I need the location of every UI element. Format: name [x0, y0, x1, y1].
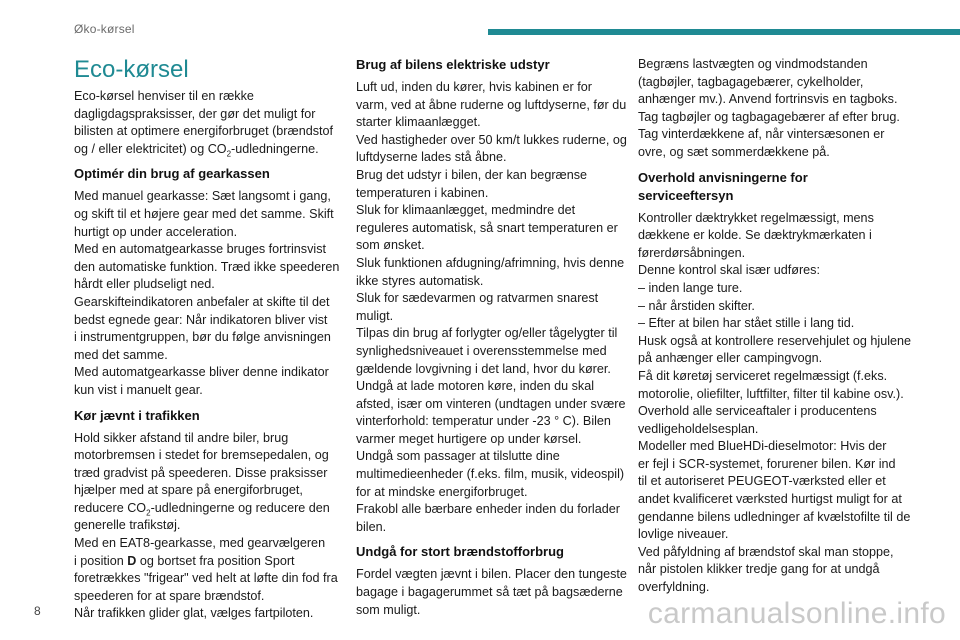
text-line: til et autoriseret PEUGEOT-værksted eller et: [638, 474, 886, 489]
text-span: -udledningerne.: [231, 141, 319, 156]
list-item: – inden lange ture.: [638, 280, 743, 295]
text-line: Tag tagbøjler og tagbagagebærer af efter brug.: [638, 109, 900, 124]
text-line: [74, 553, 336, 571]
text-line: hjælper med at spare på energiforbruget,: [74, 483, 303, 498]
text-line: på anhænger eller campingvogn.: [638, 351, 823, 366]
text-line: bilen.: [356, 519, 387, 534]
text-line: Undgå som passager at tilslutte dine: [356, 449, 560, 464]
text-line: [74, 500, 336, 518]
text-line: reguleres automatisk, så snart temperaturen er: [356, 220, 618, 235]
text-line: bedst egnede gear: Når indikatoren bliver vist: [74, 312, 328, 327]
text-line: varm, ved at åbne ruderne og luftdyserne, før du: [356, 97, 627, 112]
service-paragraph: [638, 210, 912, 597]
text-line: generelle trafikstøj.: [74, 518, 181, 533]
text-line: og skift til et højere gear med det samme. Skift: [74, 206, 334, 221]
text-line: Med automatgearkasse bliver denne indikator: [74, 365, 329, 380]
text-line: starter klimaanlægget.: [356, 115, 481, 130]
text-line: synlighedsniveauet i overensstemmelse med: [356, 343, 607, 358]
text-line: for at mindske energiforbruget.: [356, 484, 528, 499]
text-line: temperaturen i kabinen.: [356, 185, 489, 200]
text-line: Eco-kørsel henviser til en række: [74, 89, 254, 103]
text-line: Hold sikker afstand til andre biler, brug: [74, 430, 289, 445]
bold-text: D: [127, 553, 137, 568]
subscript: 2: [146, 508, 151, 518]
heading-service: [638, 169, 908, 205]
text-line: overfyldning.: [638, 580, 710, 595]
text-line: Modeller med BlueHDi-dieselmotor: Hvis der: [638, 439, 887, 454]
text-line: hårdt eller pludseligt ned.: [74, 277, 215, 292]
text-line: Brug det udstyr i bilen, der kan begrænse: [356, 167, 588, 182]
text-line: (tagbøjler, tagbagagebærer, cykelholder,: [638, 74, 864, 89]
text-line: ovre, og sæt sommerdækkene på.: [638, 144, 830, 159]
text-span: reducere CO: [74, 500, 147, 515]
column-2: [356, 56, 627, 619]
text-line: andet kvalificeret værksted hurtigst muligt for at: [638, 492, 902, 507]
text-line: gendanne bilens udledninger af kvælstofilte til de: [638, 509, 911, 524]
text-line: Frakobl alle bærbare enheder inden du forlader: [356, 502, 620, 517]
text-line: bilisten at optimere energiforbruget (brændstof: [74, 124, 334, 139]
list-item: – Efter at bilen har stået stille i lang tid.: [638, 316, 855, 331]
text-span: i position: [74, 553, 128, 568]
text-line: multimedieenheder (f.eks. film, musik, videospil): [356, 467, 625, 482]
text-line: Sluk for klimaanlægget, medmindre det: [356, 203, 576, 218]
column-1: [74, 56, 340, 623]
text-line: motorolie, oliefilter, luftfilter, filter til kabine osv.).: [638, 386, 904, 401]
heading-smooth-driving: Kør jævnt i trafikken: [74, 407, 200, 423]
watermark: carmanualsonline.info: [647, 597, 946, 630]
text-line: Sluk for sædevarmen og ratvarmen snarest: [356, 291, 599, 306]
text-line: muligt.: [356, 308, 394, 323]
subscript: 2: [226, 149, 232, 159]
heading-electrical-equipment: Brug af bilens elektriske udstyr: [356, 57, 550, 72]
text-line: Denne kontrol skal især udføres:: [638, 263, 820, 278]
text-line: når pistolen klikker tredje gang for at undgå: [638, 562, 880, 577]
text-span: -udledningerne og reducere den: [150, 500, 330, 515]
text-line: Fordel vægten jævnt i bilen. Placer den tungeste: [356, 567, 627, 582]
load-limit-paragraph: [638, 56, 908, 162]
text-line: dækkene er kolde. Se dæktrykmærkaten i: [638, 228, 872, 243]
text-line: kun vist i manuelt gear.: [74, 382, 203, 397]
text-line: som ønsket.: [356, 238, 425, 253]
intro-paragraph: [74, 88, 336, 158]
text-line: motorbremsen i stedet for bremsepedalen, og: [74, 448, 329, 463]
smooth-driving-paragraph: [74, 430, 336, 624]
text-line: Overhold alle serviceaftaler i producentens: [638, 404, 877, 419]
text-line: foretrækkes "frigear" ved helt at løfte din fod fra: [74, 571, 338, 586]
text-line: [74, 141, 336, 159]
text-line: Begræns lastvægten og vindmodstanden: [638, 57, 868, 71]
page-title: Eco-kørsel: [74, 56, 189, 83]
text-line: speederen for at spare brændstof.: [74, 588, 265, 603]
text-line: træd gradvist på speederen. Disse praksisser: [74, 465, 328, 480]
text-line: førerdørsåbningen.: [638, 245, 746, 260]
text-line: gældende lovgivning i det land, hvor du kører.: [356, 361, 611, 376]
page-number: 8: [34, 604, 41, 618]
text-line: er fejl i SCR-systemet, forurener bilen. Kør ind: [638, 456, 896, 471]
heading-fuel-consumption: Undgå for stort brændstofforbrug: [356, 544, 564, 560]
text-line: varmer meget hurtigere op under kørsel.: [356, 431, 582, 446]
text-line: vinterforhold: temperatur under -23 ° C). Bilen: [356, 414, 611, 429]
text-line: Tag vinterdækkene af, når vintersæsonen er: [638, 127, 885, 142]
text-line: Tilpas din brug af forlygter og/eller tågelygter til: [356, 326, 618, 341]
gearbox-paragraph: [74, 188, 340, 399]
text-line: Med manuel gearkasse: Sæt langsomt i gang,: [74, 189, 331, 204]
text-line: bagage i bagagerummet så tæt på bagsæderne: [356, 585, 623, 600]
text-line: luftdyserne lades stå åbne.: [356, 150, 507, 165]
text-line: i instrumentgruppen, bør du følge anvisningen: [74, 330, 331, 345]
text-line: Kontroller dæktrykket regelmæssigt, mens: [638, 210, 874, 225]
heading-line: serviceeftersyn: [638, 187, 734, 203]
text-span: og / eller elektricitet) og CO: [74, 141, 227, 156]
heading-gearbox: Optimér din brug af gearkassen: [74, 166, 270, 182]
section-header: Øko-kørsel: [74, 22, 135, 36]
text-line: Gearskifteindikatoren anbefaler at skifte til det: [74, 294, 330, 309]
text-line: hurtigt op under acceleration.: [74, 224, 238, 239]
electrical-paragraph: [356, 79, 627, 536]
header-accent-bar: [488, 29, 960, 35]
list-item: – når årstiden skifter.: [638, 298, 755, 313]
text-line: den automatiske funktion. Træd ikke speederen: [74, 259, 340, 274]
text-line: lovlige niveauer.: [638, 527, 729, 542]
text-line: Med en EAT8-gearkasse, med gearvælgeren: [74, 536, 326, 551]
fuel-paragraph: [356, 566, 627, 619]
text-line: Med en automatgearkasse bruges fortrinsvist: [74, 242, 326, 257]
text-line: med det samme.: [74, 347, 168, 362]
text-line: vedligeholdelsesplan.: [638, 421, 759, 436]
text-line: Få dit køretøj serviceret regelmæssigt (f.eks.: [638, 368, 888, 383]
heading-line: Overhold anvisningerne for: [638, 169, 808, 185]
text-line: Ved påfyldning af brændstof skal man stoppe,: [638, 544, 894, 559]
text-line: Sluk funktionen afdugning/afrimning, hvis denne: [356, 255, 625, 270]
text-line: Undgå at lade motoren køre, inden du skal: [356, 379, 595, 394]
text-line: ikke styres automatisk.: [356, 273, 484, 288]
column-3: [638, 56, 912, 597]
text-line: afsted, især om vinteren (undtagen under svære: [356, 396, 626, 411]
text-line: Luft ud, inden du kører, hvis kabinen er for: [356, 80, 592, 94]
text-line: anhænger mv.). Anvend fortrinsvis en tagboks.: [638, 92, 898, 107]
text-line: som muligt.: [356, 602, 421, 617]
text-line: Ved hastigheder over 50 km/t lukkes ruderne, og: [356, 132, 627, 147]
text-span: og bortset fra position Sport: [136, 553, 295, 568]
text-line: Husk også at kontrollere reservehjulet og hjulene: [638, 333, 912, 348]
text-line: Når trafikken glider glat, vælges fartpiloten.: [74, 606, 314, 621]
text-line: dagligdagspraksisser, der gør det muligt for: [74, 106, 316, 121]
